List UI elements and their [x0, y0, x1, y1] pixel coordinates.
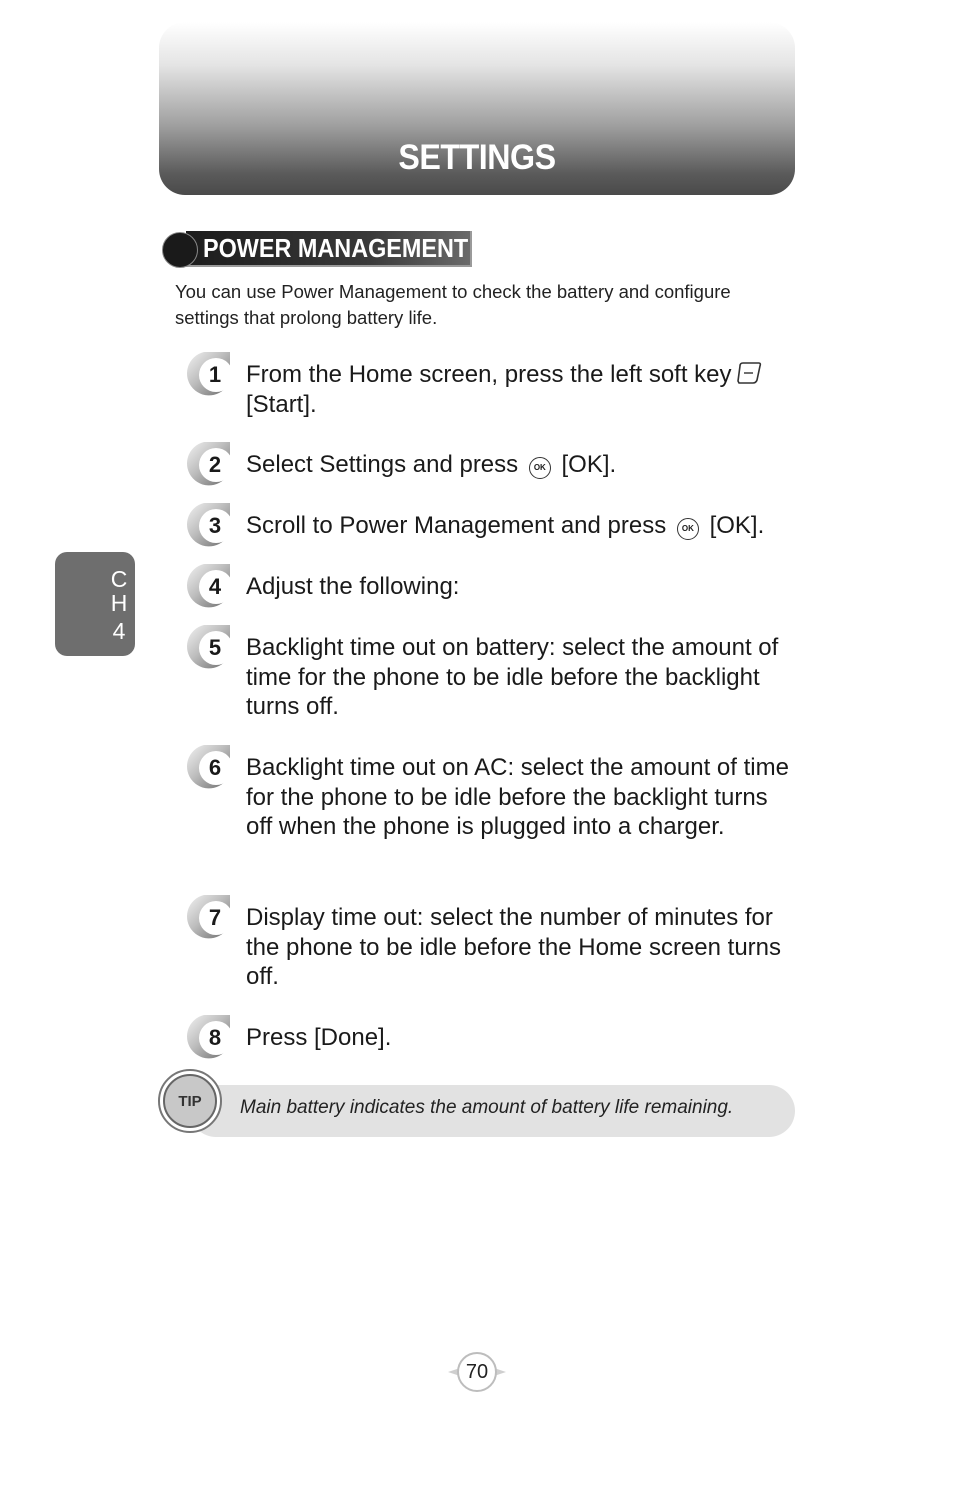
ok-key-icon: OK	[677, 518, 699, 540]
section-heading	[162, 231, 472, 267]
step-text: Backlight time out on battery: select the amount of time for the phone to be idle before the backlight turns off.	[246, 634, 779, 721]
tip-text: Main battery indicates the amount of battery life remaining.	[240, 1097, 734, 1118]
step-text: Backlight time out on AC: select the amount of time for the phone to be idle before the backlight turns off when the phone is plugged into a charger.	[246, 754, 789, 841]
page-title: SETTINGS	[398, 138, 556, 177]
tip-badge-icon	[157, 1068, 223, 1134]
step-number: 8	[208, 1025, 222, 1050]
section-bullet-icon	[162, 232, 198, 268]
tip-badge-label: TIP	[178, 1093, 202, 1110]
step-number: 7	[208, 905, 222, 930]
page-number: 70	[465, 1361, 489, 1383]
chapter-label-c: C	[110, 566, 128, 592]
step-text: Select Settings and press OK [OK].	[246, 451, 617, 478]
step-number: 1	[208, 362, 222, 387]
chapter-label-h: H	[110, 590, 128, 616]
step-number: 5	[208, 635, 222, 660]
step-number: 2	[208, 452, 222, 477]
step-number: 4	[208, 574, 222, 599]
step-number: 6	[208, 755, 222, 780]
chapter-number: 4	[112, 618, 126, 644]
step-text: Display time out: select the number of minutes for the phone to be idle before the Home screen turns off.	[246, 904, 782, 991]
ok-key-icon: OK	[529, 457, 551, 479]
section-title: POWER MANAGEMENT	[203, 233, 469, 263]
intro-paragraph: You can use Power Management to check the battery and configure settings that prolong battery life.	[175, 281, 731, 328]
step-text: Adjust the following:	[246, 573, 460, 600]
step-text: Press [Done].	[246, 1024, 392, 1051]
page-number-badge	[446, 1350, 508, 1394]
step-text: From the Home screen, press the left soft key [Start].	[246, 360, 794, 419]
left-soft-key-icon	[736, 361, 762, 385]
step-number: 3	[208, 513, 222, 538]
step-text: Scroll to Power Management and press OK [OK].	[246, 512, 765, 539]
